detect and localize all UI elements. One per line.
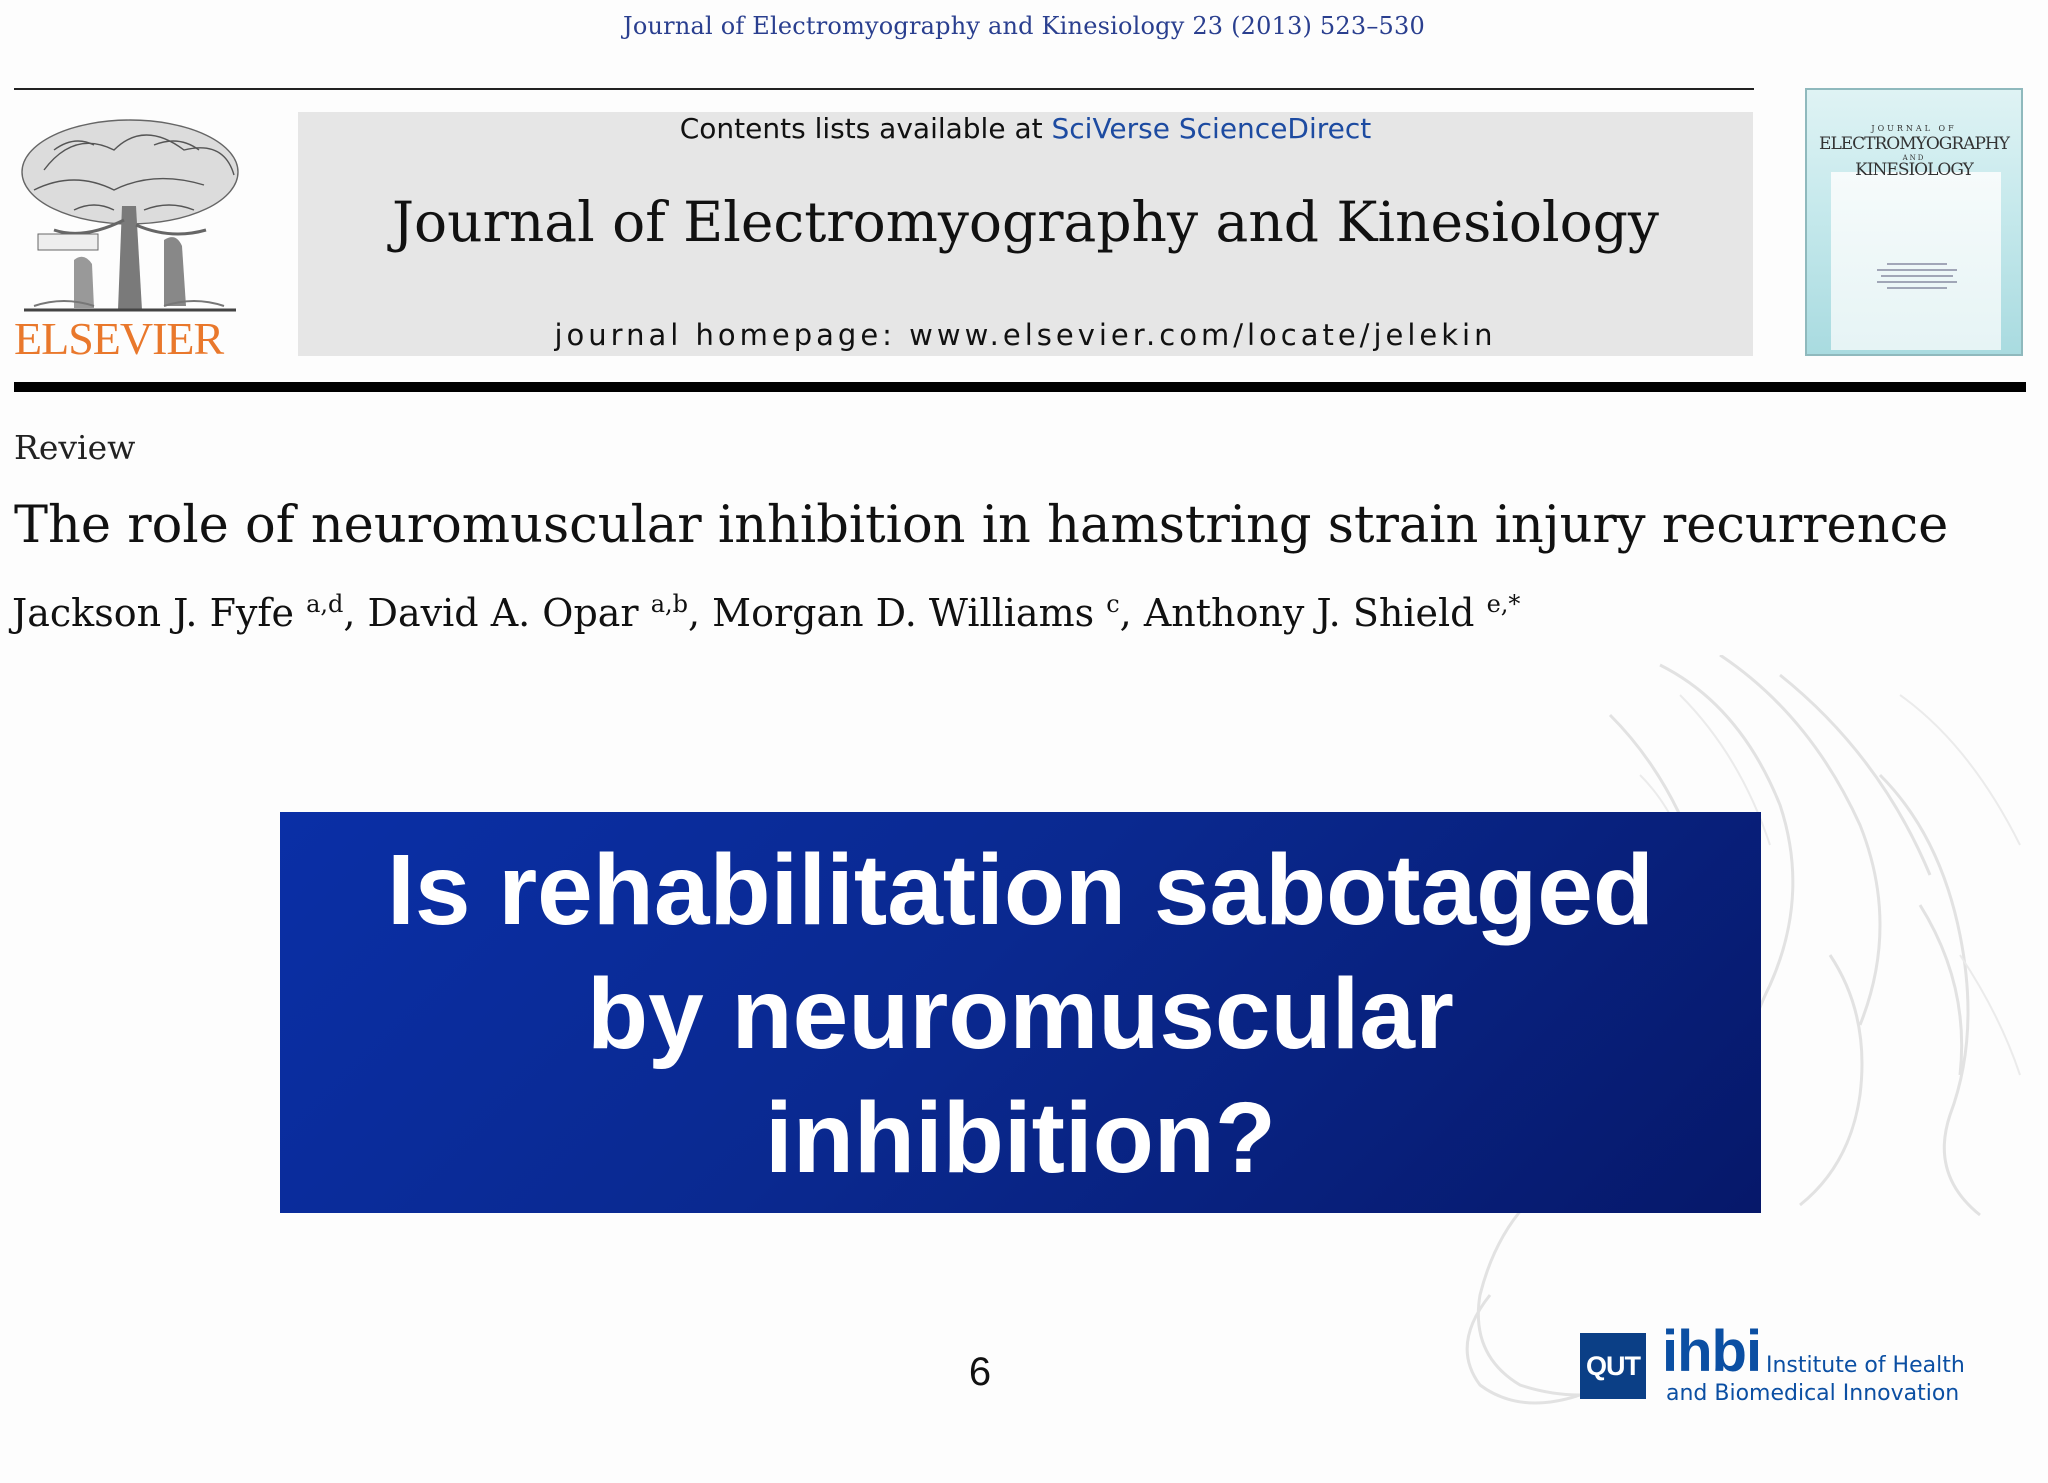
question-line: by neuromuscular [587,958,1454,1070]
cover-line-electromyography: ELECTROMYOGRAPHY [1819,134,2009,154]
elsevier-wordmark: ELSEVIER [14,313,224,364]
header-rule-top [14,88,1754,90]
header-rule-bottom [14,382,2026,392]
slide-question [280,828,1761,1200]
ihbi-tagline-line1: Institute of Health [1766,1353,1965,1378]
journal-citation: Journal of Electromyography and Kinesiology 23 (2013) 523–530 [623,12,1425,40]
author-name: Jackson J. Fyfe [12,591,294,635]
author-name: David A. Opar [367,591,639,635]
ihbi-tagline-line2: and Biomedical Innovation [1666,1381,1960,1406]
question-line: inhibition? [765,1082,1276,1194]
author-name: Anthony J. Shield [1143,591,1475,635]
qut-logo: QUT [1580,1333,1646,1399]
question-line: Is rehabilitation sabotaged [387,834,1654,946]
author-list: Jackson J. Fyfe $^{a,d}$, David A. Opar $^{a,b}$, Morgan D. Williams $^c$, Anthony J. Shield $^{e,*}$ [12,590,1521,635]
contents-prefix: Contents lists available at [679,112,1052,145]
journal-cover [1805,88,2023,356]
page-number: 6 [968,1350,992,1394]
sciencedirect-link[interactable]: SciVerse ScienceDirect [1051,112,1372,145]
contents-availability [298,112,1753,145]
author-name: Morgan D. Williams [712,591,1095,635]
article-type: Review [14,428,136,467]
journal-name: Journal of Electromyography and Kinesiology [392,190,1659,254]
author-affiliation: c [1106,590,1120,618]
cover-fineprint-icon [1867,260,1967,300]
article-title: The role of neuromuscular inhibition in hamstring strain injury recurrence [14,496,1949,555]
author-affiliation: a,d [306,590,344,618]
author-affiliation: a,b [650,590,688,618]
journal-homepage[interactable]: journal homepage: www.elsevier.com/locate/jelekin [554,318,1497,352]
author-affiliation: e,* [1486,590,1521,618]
cover-line-and: AND [1902,154,1926,162]
ihbi-logo: ihbi [1662,1319,1762,1384]
cover-line-kinesiology: KINESIOLOGY [1855,160,1973,180]
cover-line-journal-of: JOURNAL OF [1871,124,1957,133]
